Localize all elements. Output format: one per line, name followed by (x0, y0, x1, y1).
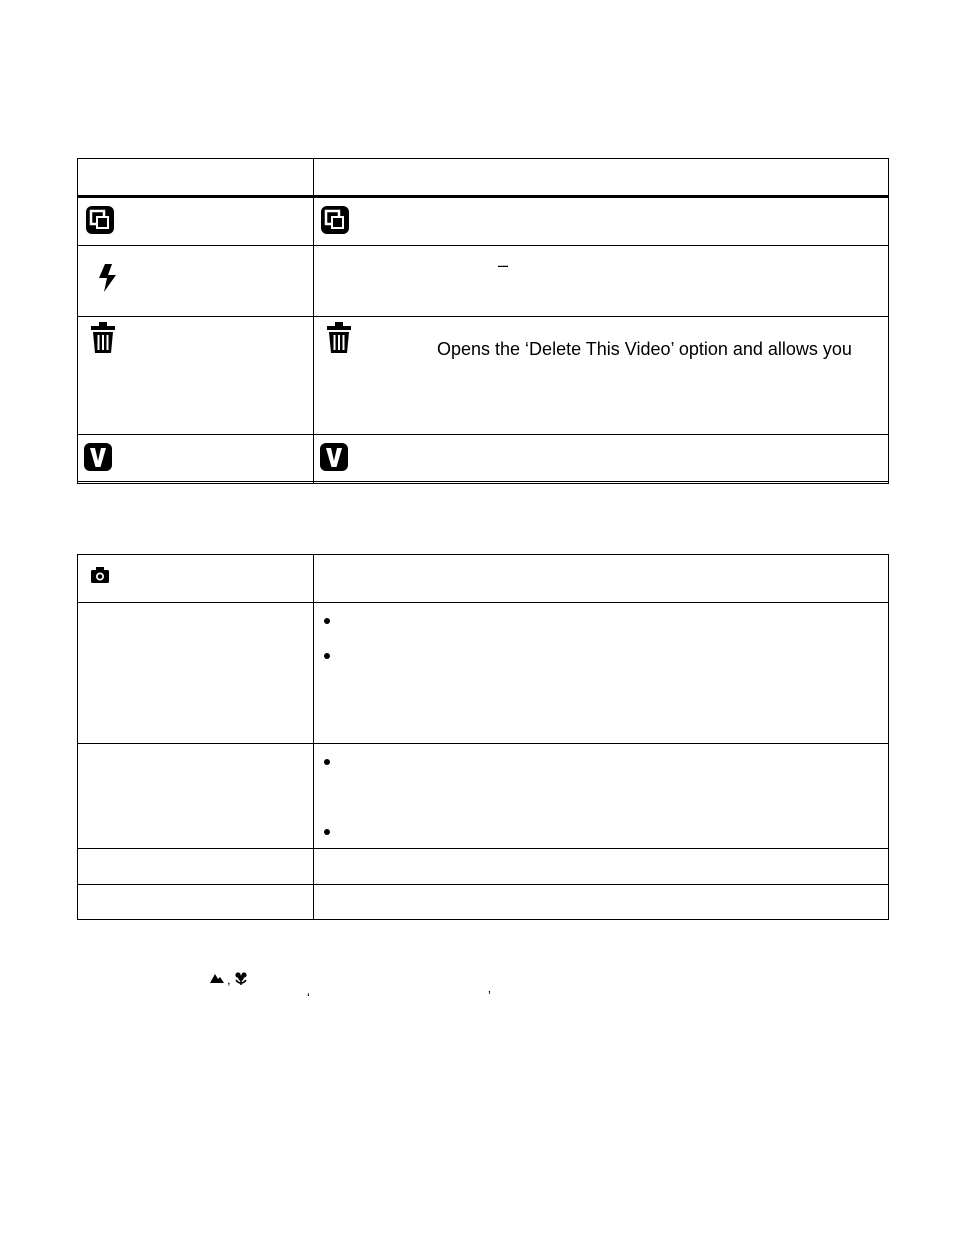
flash-option-dash: – (498, 255, 509, 275)
list-bullet (324, 618, 330, 624)
separator-comma: , (227, 972, 231, 987)
table1-column-divider (313, 158, 314, 484)
table2-row-divider (77, 602, 889, 603)
table1-right-border (888, 158, 889, 484)
delete-video-description: Opens the ‘Delete This Video’ option and allows you (437, 339, 852, 359)
list-bullet (324, 759, 330, 765)
table1-row-divider (77, 434, 889, 435)
list-bullet (324, 829, 330, 835)
trash-icon (325, 321, 353, 355)
table2-row-divider (77, 884, 889, 885)
table1-row-divider (77, 316, 889, 317)
quote-close-mark: ’ (488, 988, 491, 1003)
table2-bottom-border (77, 919, 889, 920)
list-bullet (324, 653, 330, 659)
v-icon (83, 442, 113, 472)
macro-mode-icon (234, 971, 248, 986)
table1-bottom-border (77, 483, 889, 484)
table1-top-border (77, 158, 889, 159)
window-icon (85, 205, 115, 235)
table1-left-border (77, 158, 78, 484)
flash-icon (96, 262, 124, 294)
table2-row-divider (77, 743, 889, 744)
table2-left-border (77, 554, 78, 920)
quote-open-mark: ‘ (307, 990, 310, 1005)
trash-icon (89, 321, 117, 355)
table1-bottom-border (77, 481, 889, 482)
table2-row-divider (77, 848, 889, 849)
table2-right-border (888, 554, 889, 920)
table2-top-border (77, 554, 889, 555)
v-icon (319, 442, 349, 472)
window-icon (320, 205, 350, 235)
table2-column-divider (313, 554, 314, 920)
table1-header-rule (77, 195, 889, 198)
camera-icon (90, 566, 110, 584)
table1-row-divider (77, 245, 889, 246)
landscape-mode-icon (209, 972, 225, 984)
